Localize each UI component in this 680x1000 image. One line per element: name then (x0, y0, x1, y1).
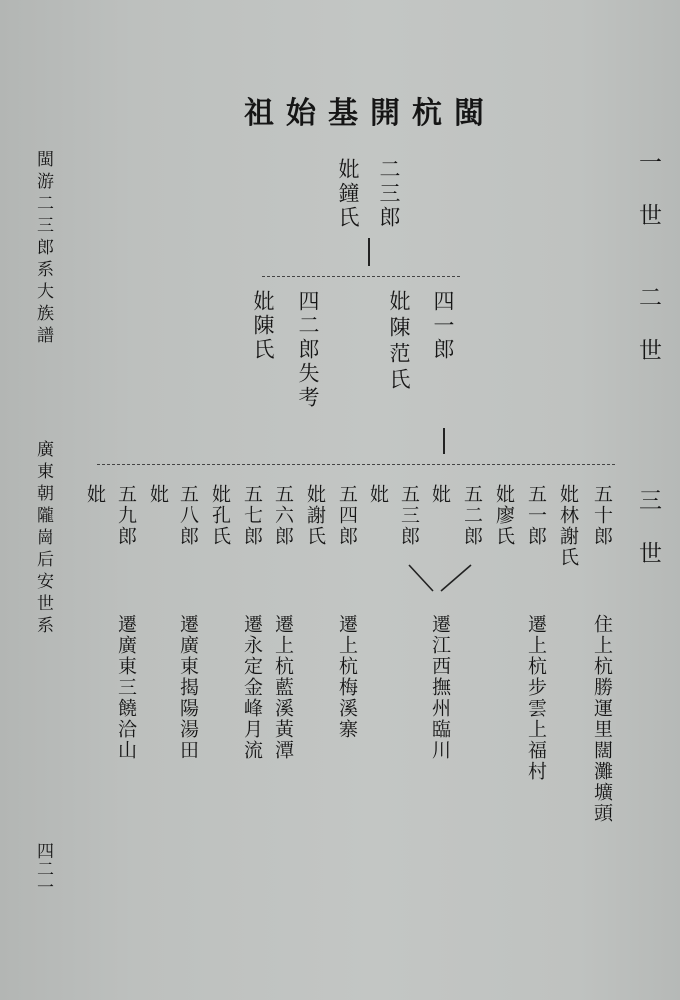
page-number: 四二一 (33, 842, 53, 896)
generation-label-1: 一世 (635, 150, 661, 256)
gen3-son-54-name: 五四郎 (336, 484, 358, 547)
gen3-son-52-wife: 妣 (429, 484, 451, 505)
gen1-name: 二三郎 (377, 158, 401, 230)
gen3-son-57-migration: 遷永定金峰月流 (241, 614, 263, 761)
gen3-son-51-migration: 遷上杭步雲上福村 (525, 614, 547, 782)
gen2-son-1-wife: 妣陳范氏 (387, 290, 411, 394)
gen3-son-53-wife: 妣 (367, 484, 389, 505)
page-title: 祖始基開杭閩 (244, 96, 496, 131)
gen3-son-53-name: 五三郎 (398, 484, 420, 547)
gen3-son-57-name: 五七郎 (241, 484, 263, 547)
gen3-son-59-wife: 妣 (84, 484, 106, 505)
gen3-son-56-migration: 遷上杭藍溪黃潭 (272, 614, 294, 761)
gen1-wife: 妣鐘氏 (336, 158, 360, 230)
gen3-son-54-wife: 妣謝氏 (304, 484, 326, 547)
gen2-son-2-wife: 妣陳氏 (251, 290, 275, 362)
generation-label-2: 二世 (635, 285, 661, 391)
gen3-son-50-residence: 住上杭勝運里闊灘壙頭 (591, 614, 613, 824)
gen3-son-54-migration: 遷上杭梅溪寨 (336, 614, 358, 740)
generation-label-3: 三世 (635, 488, 661, 594)
gen3-son-51-wife: 妣廖氏 (493, 484, 515, 547)
gen2-son-2-name: 四二郎失考 (296, 290, 320, 410)
gen3-son-50-name: 五十郎 (591, 484, 613, 547)
gen3-son-52-name: 五二郎 (461, 484, 483, 547)
gen3-son-56-name: 五六郎 (272, 484, 294, 547)
gen3-son-51-name: 五一郎 (525, 484, 547, 547)
gen3-son-52-53-migration: 遷江西撫州臨川 (429, 614, 451, 761)
gen3-son-59-migration: 遷廣東三饒洽山 (115, 614, 137, 761)
section-head: 廣東朝隴崗后安世系 (33, 440, 53, 638)
gen3-son-57-wife: 妣孔氏 (209, 484, 231, 547)
gen3-son-59-name: 五九郎 (115, 484, 137, 547)
running-head: 閩游二三郎系大族譜 (33, 150, 53, 348)
gen3-son-58-wife: 妣 (147, 484, 169, 505)
gen2-son-1-name: 四一郎 (431, 290, 455, 362)
gen3-son-50-wife: 妣林謝氏 (557, 484, 579, 568)
gen3-son-58-name: 五八郎 (177, 484, 199, 547)
gen3-son-58-migration: 遷廣東揭陽湯田 (177, 614, 199, 761)
